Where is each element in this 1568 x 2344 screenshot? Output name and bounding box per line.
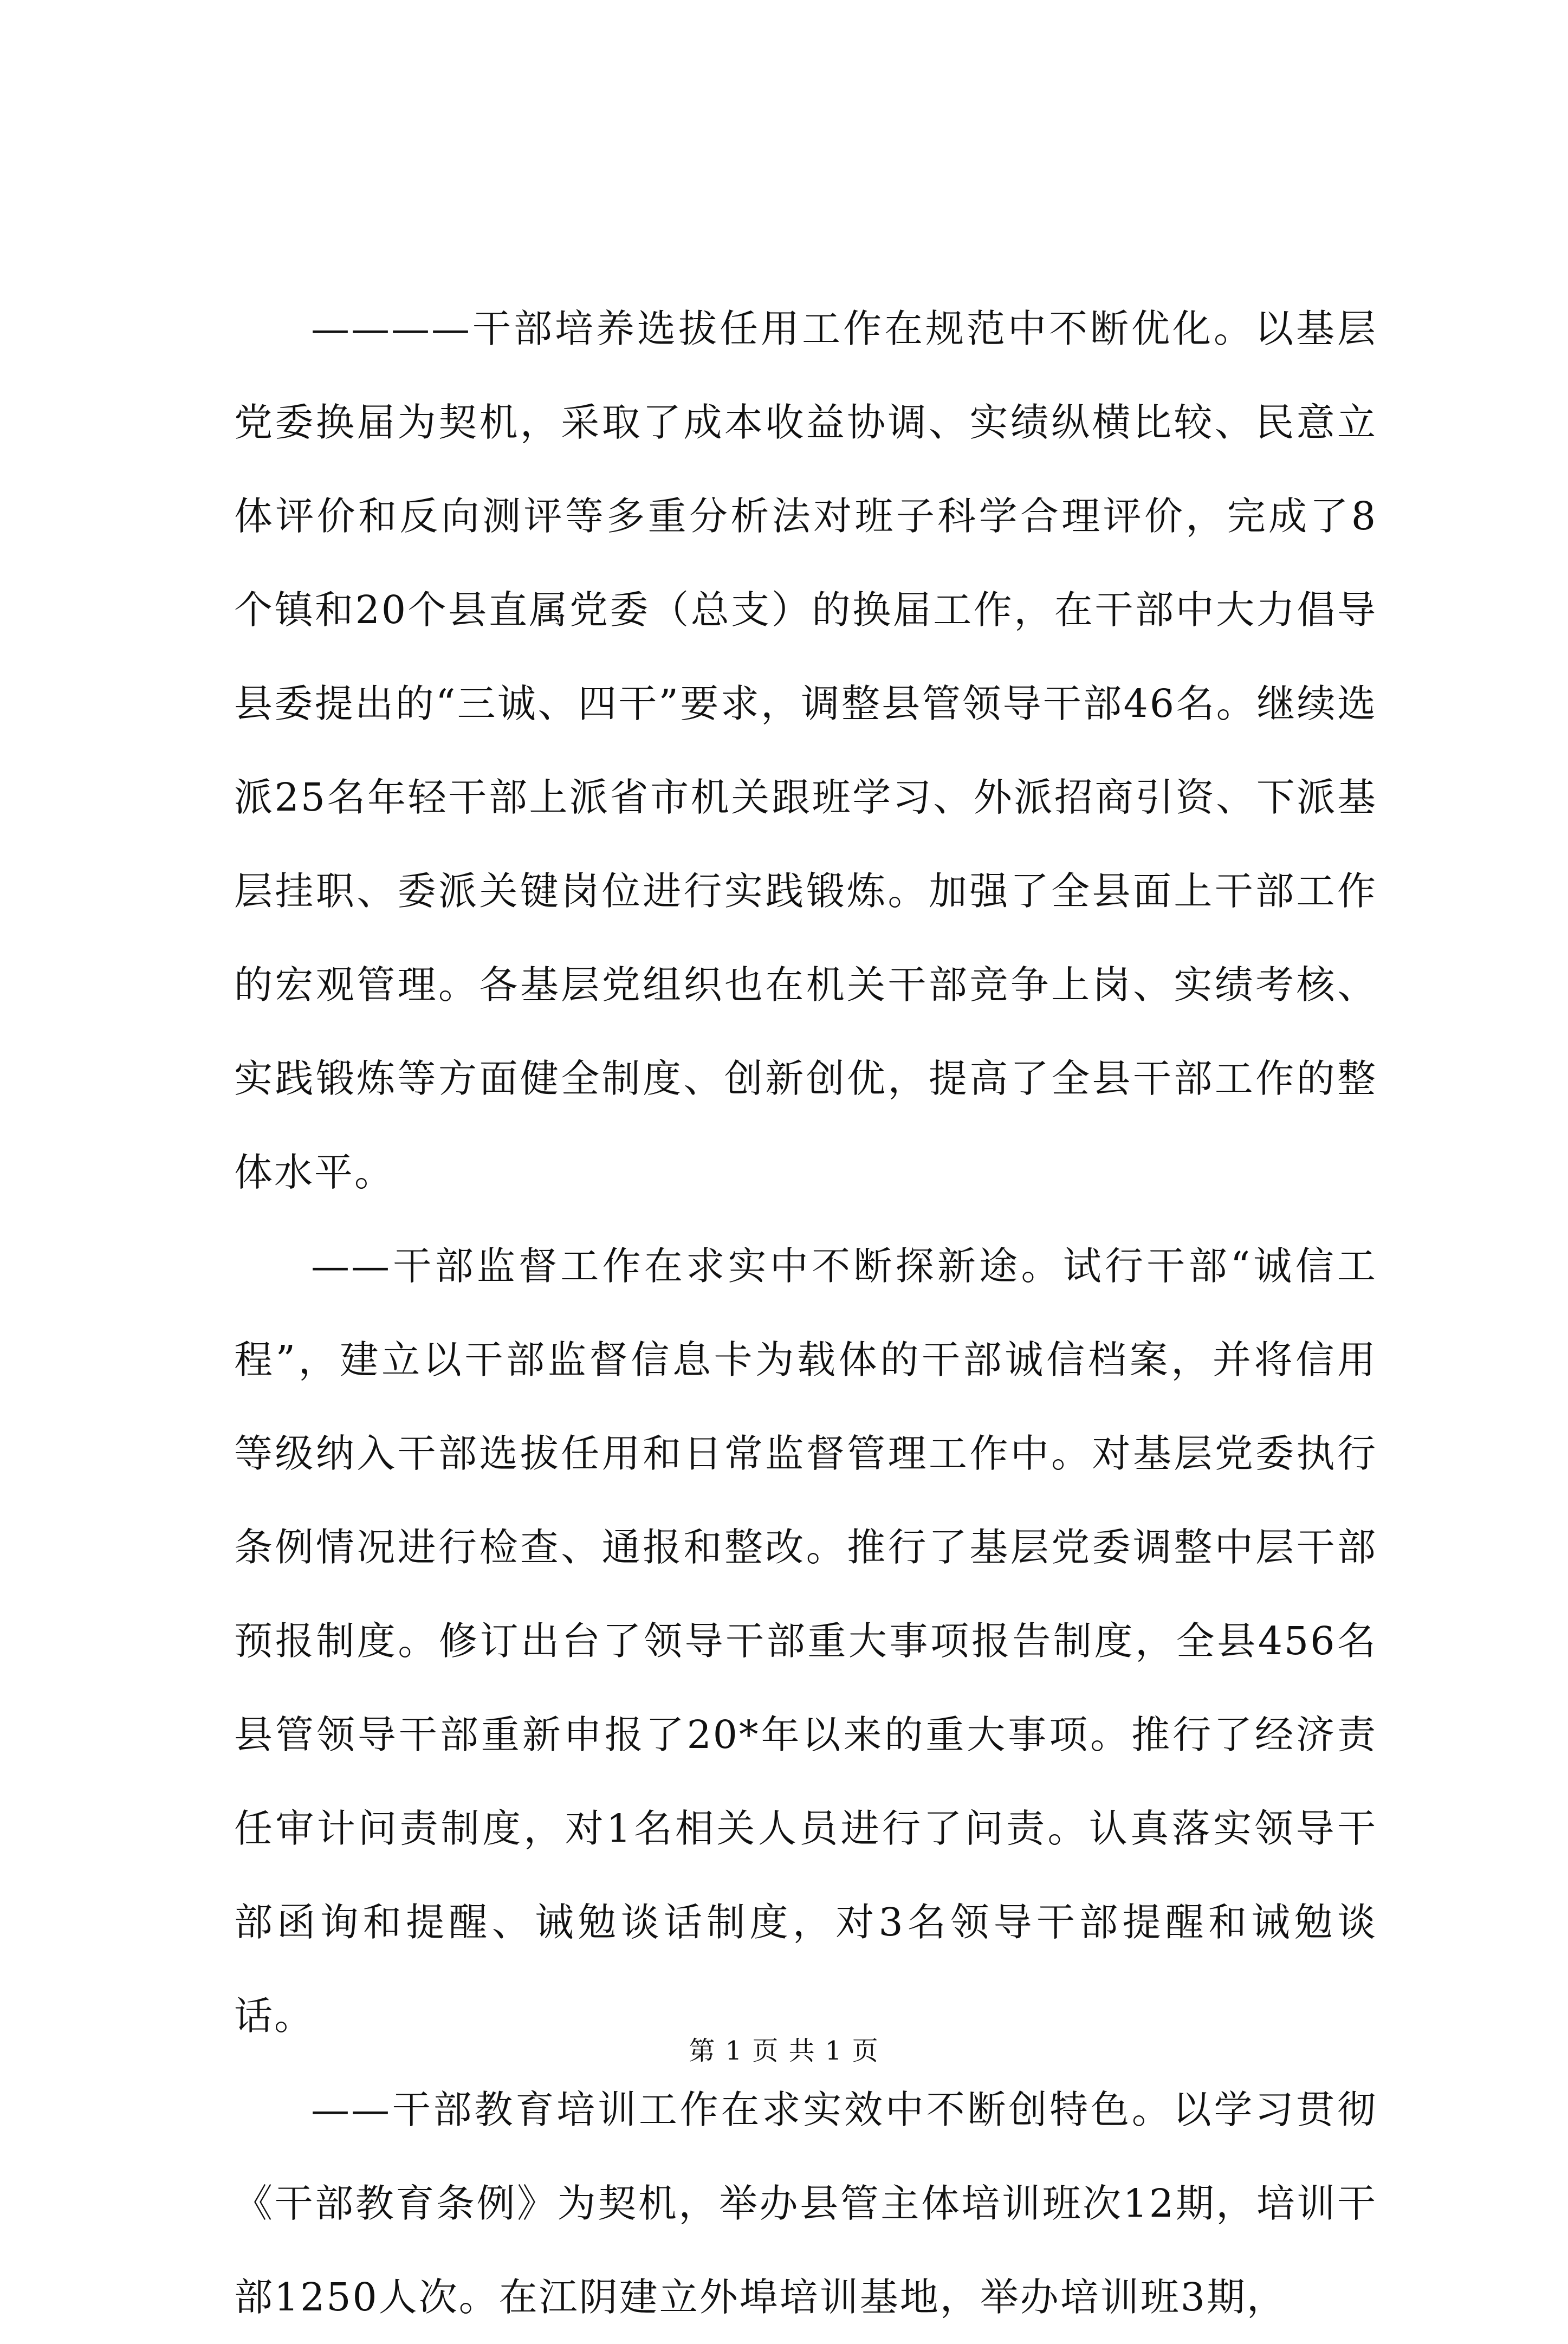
paragraph-cadre-selection: ————干部培养选拔任用工作在规范中不断优化。以基层党委换届为契机，采取了成本收益协调、实绩纵横比较、民意立体评价和反向测评等多重分析法对班子科学合理评价，完成了8个镇和20个县直属党委（总支）的换届工作，在干部中大力倡导县委提出的“三诚、四干”要求，调整县管领导干部46名。继续选派25名年轻干部上派省市机关跟班学习、外派招商引资、下派基层挂职、委派关键岗位进行实践锻炼。加强了全县面上干部工作的宏观管理。各基层党组织也在机关干部竞争上岗、实绩考核、实践锻炼等方面健全制度、创新创优，提高了全县干部工作的整体水平。 — [234, 306, 1377, 1195]
paragraph-cadre-training: ——干部教育培训工作在求实效中不断创特色。以学习贯彻《干部教育条例》为契机，举办县管主体培训班次12期，培训干部1250人次。在江阴建立外埠培训基地，举办培训班3期， — [234, 2087, 1377, 2320]
paragraph-cadre-supervision: ——干部监督工作在求实中不断探新途。试行干部“诚信工程”，建立以干部监督信息卡为载体的干部诚信档案，并将信用等级纳入干部选拔任用和日常监督管理工作中。对基层党委执行条例情况进行检查、通报和整改。推行了基层党委调整中层干部预报制度。修订出台了领导干部重大事项报告制度，全县456名县管领导干部重新申报了20*年以来的重大事项。推行了经济责任审计问责制度，对1名相关人员进行了问责。认真落实领导干部函询和提醒、诫勉谈话制度，对3名领导干部提醒和诫勉谈话。 — [234, 1244, 1377, 2038]
page-footer: 第 1 页 共 1 页 — [689, 2036, 879, 2066]
